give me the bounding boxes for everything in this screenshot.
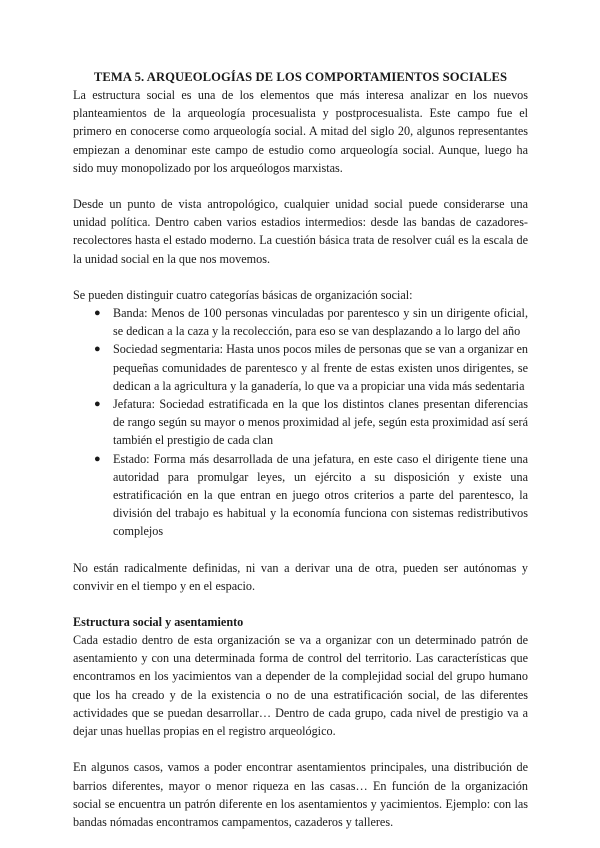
- document-title: TEMA 5. ARQUEOLOGÍAS DE LOS COMPORTAMIENTOS SOCIALES: [93, 70, 508, 84]
- paragraph-gap: [73, 595, 528, 613]
- list-item-text: Jefatura: Sociedad estratificada en la que los distintos clanes presentan diferencias de rango según su mayor o menos proximidad al jefe, según esta proximidad así será también el prestigio de cada clan: [113, 397, 528, 448]
- bullet-icon: ●: [94, 452, 101, 465]
- paragraph-no-definidas: No están radicalmente definidas, ni van a derivar una de otra, pueden ser autónomas y convivir en el tiempo y en el espacio.: [73, 560, 528, 593]
- paragraph-gap: [73, 268, 528, 286]
- paragraph-gap: [73, 541, 528, 559]
- categories-list: [73, 304, 528, 541]
- list-item-text: Banda: Menos de 100 personas vinculadas por parentesco y sin un dirigente oficial, se dedican a la caza y la recolección, para eso se van desplazando a lo largo del año: [113, 306, 528, 339]
- paragraph-intro: La estructura social es una de los elementos que más interesa analizar en los nuevos planteamientos de la arqueología procesualista y postprocesualista. Este campo fue el primero en conocerse como arqueología social. A mitad del siglo 20, algunos representantes empiezan a denominar este campo de estudio como arqueología social. Aunque, luego ha sido muy monopolizado por los arqueólogos marxistas.: [73, 88, 528, 175]
- paragraph-unidad: Desde un punto de vista antropológico, cualquier unidad social puede considerarse una unidad política. Dentro caben varios estadios intermedios: desde las bandas de cazadores-recolectores hasta el estado moderno. La cuestión básica trata de resolver cuál es la escala de la unidad social en la que nos movemos.: [73, 197, 528, 266]
- list-item-sociedad-segmentaria: [94, 340, 528, 395]
- paragraph-categorias-intro: Se pueden distinguir cuatro categorías básicas de organización social:: [73, 287, 413, 302]
- paragraph-asentamientos: En algunos casos, vamos a poder encontrar asentamientos principales, una distribución de barrios diferentes, mayor o menor riqueza en las casas… En función de la organización social se encuentra un patrón diferente en los asentamientos y yacimientos. Ejemplo: con las bandas nómadas encontramos campamentos, cazaderos y talleres.: [73, 760, 528, 829]
- paragraph-gap: [73, 740, 528, 758]
- list-item-text: Sociedad segmentaria: Hasta unos pocos miles de personas que se van a organizar en pequeñas comunidades de parentesco y al frente de estas existen unos dirigentes, se dedican a la agricultura y la ganadería, lo que va a propiciar una vida más sedentaria: [113, 342, 528, 393]
- list-item-text: Estado: Forma más desarrollada de una jefatura, en este caso el dirigente tiene una autoridad para promulgar leyes, un ejército a su disposición y existe una estratificación en la que entran en juego otros criterios a parte del parentesco, la división del trabajo es habitual y la economía funciona con sistemas redistributivos complejos: [113, 451, 528, 539]
- bullet-icon: ●: [94, 398, 101, 411]
- bullet-icon: ●: [94, 307, 101, 320]
- bullet-icon: ●: [94, 343, 101, 356]
- section-heading: Estructura social y asentamiento: [73, 615, 244, 630]
- list-item-banda: [94, 304, 528, 340]
- list-item-jefatura: [94, 395, 528, 450]
- paragraph-gap: [73, 177, 528, 195]
- paragraph-estructura: Cada estadio dentro de esta organización se va a organizar con un determinado patrón de asentamiento y con una determinada forma de control del territorio. Las características que encontramos en los yacimientos van a depender de la complejidad social del grupo humano que los ha creado y de la existencia o no de una estratificación social, de las diferentes actividades que se puedan desarrollar… Dentro de cada grupo, cada nivel de prestigio va a dejar unas huellas propias en el registro arqueológico.: [73, 633, 528, 739]
- list-item-estado: [94, 450, 528, 541]
